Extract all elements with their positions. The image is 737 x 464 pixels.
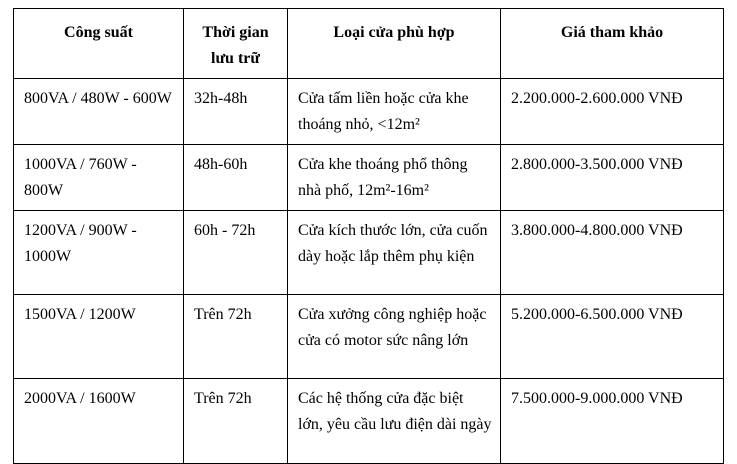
cell-door-type: Cửa tấm liền hoặc cửa khe thoáng nhỏ, <12m² bbox=[288, 79, 501, 145]
cell-power: 1500VA / 1200W bbox=[14, 295, 184, 379]
cell-backup-time: 60h - 72h bbox=[184, 211, 288, 295]
cell-backup-time: 32h-48h bbox=[184, 79, 288, 145]
header-price: Giá tham khảo bbox=[501, 9, 724, 79]
cell-power: 1200VA / 900W - 1000W bbox=[14, 211, 184, 295]
header-door-type: Loại cửa phù hợp bbox=[288, 9, 501, 79]
cell-door-type: Cửa khe thoáng phổ thông nhà phố, 12m²-16m² bbox=[288, 145, 501, 211]
cell-door-type: Các hệ thống cửa đặc biệt lớn, yêu cầu lưu điện dài ngày bbox=[288, 379, 501, 464]
cell-backup-time: 48h-60h bbox=[184, 145, 288, 211]
header-row bbox=[14, 9, 724, 79]
table-row bbox=[14, 79, 724, 145]
header-backup-time: Thời gian lưu trữ bbox=[184, 9, 288, 79]
table-row bbox=[14, 295, 724, 379]
cell-price: 3.800.000-4.800.000 VNĐ bbox=[501, 211, 724, 295]
cell-door-type: Cửa xưởng công nghiệp hoặc cửa có motor sức nâng lớn bbox=[288, 295, 501, 379]
cell-price: 2.200.000-2.600.000 VNĐ bbox=[501, 79, 724, 145]
cell-power: 800VA / 480W - 600W bbox=[14, 79, 184, 145]
header-power: Công suất bbox=[14, 9, 184, 79]
cell-door-type: Cửa kích thước lớn, cửa cuốn dày hoặc lắp thêm phụ kiện bbox=[288, 211, 501, 295]
cell-power: 2000VA / 1600W bbox=[14, 379, 184, 464]
cell-power: 1000VA / 760W - 800W bbox=[14, 145, 184, 211]
table-row bbox=[14, 211, 724, 295]
cell-backup-time: Trên 72h bbox=[184, 295, 288, 379]
cell-price: 5.200.000-6.500.000 VNĐ bbox=[501, 295, 724, 379]
table-row bbox=[14, 145, 724, 211]
ups-spec-table bbox=[13, 8, 724, 464]
table-row bbox=[14, 379, 724, 464]
cell-price: 7.500.000-9.000.000 VNĐ bbox=[501, 379, 724, 464]
cell-backup-time: Trên 72h bbox=[184, 379, 288, 464]
cell-price: 2.800.000-3.500.000 VNĐ bbox=[501, 145, 724, 211]
